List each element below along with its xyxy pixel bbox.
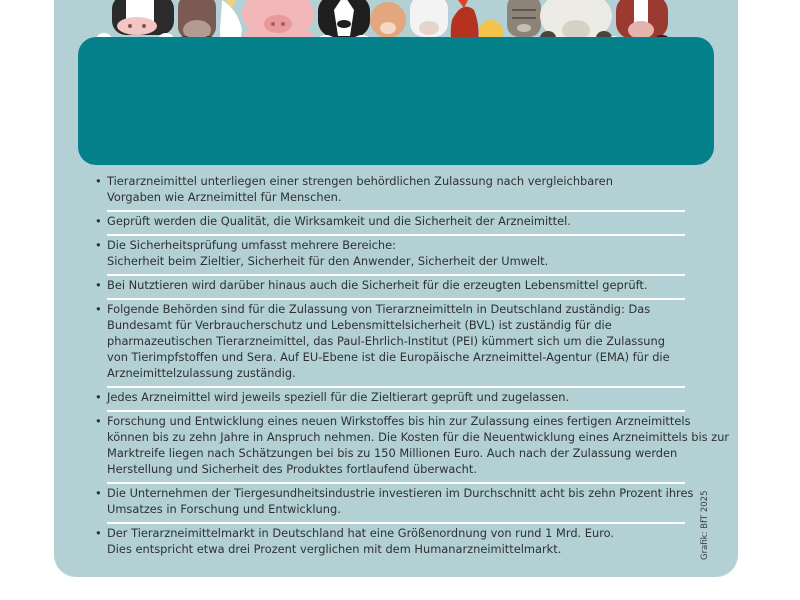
fact-item: [95, 277, 700, 293]
divider: [107, 522, 685, 524]
fact-line: • Der Tierarzneimittelmarkt in Deutschland hat eine Größenordnung von rund 1 Mrd. Euro.: [107, 526, 615, 540]
fact-line: können bis zu zehn Jahre in Anspruch nehmen. Die Kosten für die Neuentwicklung eines Arzneimittels bis zur: [107, 430, 730, 444]
fact-line: • Jedes Arzneimittel wird jeweils speziell für die Zieltierart geprüft und zugelassen.: [107, 390, 570, 404]
fact-line: Umsatzes in Forschung und Entwicklung.: [107, 502, 341, 516]
fact-line: pharmazeutischen Tierarzneimittel, das Paul-Ehrlich-Institut (PEI) kümmert sich um die Zulassung: [107, 334, 665, 348]
title-banner: [78, 37, 714, 165]
divider: [107, 298, 685, 300]
credit-label: Grafik: BfT 2025: [700, 490, 710, 560]
divider: [107, 274, 685, 276]
fact-line: • Die Unternehmen der Tiergesundheitsindustrie investieren im Durchschnitt acht bis zehn Prozent ihres: [107, 486, 694, 500]
fact-item: [95, 301, 700, 381]
divider: [107, 210, 685, 212]
fact-line: Marktreife liegen nach Schätzungen bei bis zu 150 Millionen Euro. Auch nach der Zulassung werden: [107, 446, 678, 460]
fact-item: [95, 173, 700, 205]
goat-icon: [410, 0, 448, 37]
fact-line: • Tierarzneimittel unterliegen einer strengen behördlichen Zulassung nach vergleichbaren: [107, 174, 613, 188]
fact-item: [95, 237, 700, 269]
fact-line: • Die Sicherheitsprüfung umfasst mehrere Bereiche:: [107, 238, 396, 252]
fact-line: Herstellung und Sicherheit des Produktes fortlaufend überwacht.: [107, 462, 477, 476]
fact-line: von Tierimpfstoffen und Sera. Auf EU-Ebene ist die Europäische Arzneimittel-Agentur (EMA) für die: [107, 350, 670, 364]
fact-line: Sicherheit beim Zieltier, Sicherheit für den Anwender, Sicherheit der Umwelt.: [107, 254, 549, 268]
fact-line: Bundesamt für Verbraucherschutz und Lebensmittelsicherheit (BVL) ist zuständig für die: [107, 318, 612, 332]
fact-line: • Folgende Behörden sind für die Zulassung von Tierarzneimitteln in Deutschland zuständig: Das: [107, 302, 651, 316]
fact-line: • Bei Nutztieren wird darüber hinaus auch die Sicherheit für die erzeugten Lebensmittel geprüft.: [107, 278, 648, 292]
fact-line: Vorgaben wie Arzneimittel für Menschen.: [107, 190, 342, 204]
fact-line: Arzneimittelzulassung zuständig.: [107, 366, 296, 380]
fact-item: [95, 413, 730, 477]
fact-line: • Forschung und Entwicklung eines neuen Wirkstoffes bis hin zur Zulassung eines fertigen Arzneimittels: [107, 414, 691, 428]
cat-icon: [507, 0, 541, 37]
pig-icon: [242, 0, 314, 42]
divider: [107, 386, 685, 388]
fact-item: [95, 485, 700, 517]
fact-line: Dies entspricht etwa drei Prozent verglichen mit dem Humanarzneimittelmarkt.: [107, 542, 562, 556]
divider: [107, 482, 685, 484]
fact-item: [95, 213, 700, 229]
divider: [107, 410, 685, 412]
fact-line: • Geprüft werden die Qualität, die Wirksamkeit und die Sicherheit der Arzneimittel.: [107, 214, 571, 228]
fact-item: [95, 389, 700, 405]
fact-item: [95, 525, 700, 557]
rabbit-icon: [370, 2, 406, 38]
divider: [107, 234, 685, 236]
